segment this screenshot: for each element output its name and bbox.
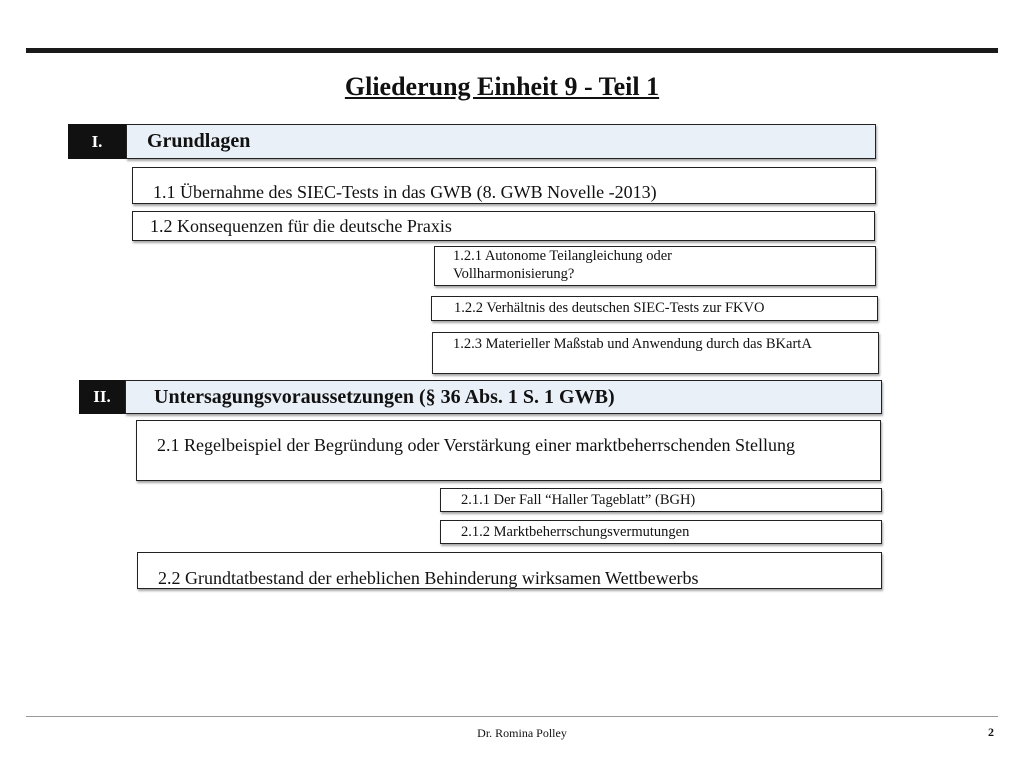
item-2-2: 2.2 Grundtatbestand der erheblichen Behinderung wirksamen Wettbewerbs (137, 552, 882, 589)
top-rule (26, 48, 998, 53)
item-1-2-2: 1.2.2 Verhältnis des deutschen SIEC-Tests zur FKVO (431, 296, 878, 321)
item-1-2: 1.2 Konsequenzen für die deutsche Praxis (132, 211, 875, 241)
footer-author: Dr. Romina Polley (477, 726, 567, 740)
page-number: 2 (988, 725, 994, 739)
item-2-1-1: 2.1.1 Der Fall “Haller Tageblatt” (BGH) (440, 488, 882, 512)
section-1-label: Grundlagen (147, 130, 251, 152)
item-1-1: 1.1 Übernahme des SIEC-Tests in das GWB (8. GWB Novelle -2013) (132, 167, 876, 204)
slide-title: Gliederung Einheit 9 - Teil 1 (344, 72, 660, 101)
section-2-label: Untersagungsvoraussetzungen (§ 36 Abs. 1 S. 1 GWB) (154, 386, 615, 408)
item-1-2-1: 1.2.1 Autonome Teilangleichung oder Vollharmonisierung? (434, 246, 876, 286)
section-2-box (125, 380, 882, 414)
item-2-1: 2.1 Regelbeispiel der Begründung oder Verstärkung einer marktbeherrschenden Stellung (136, 420, 881, 481)
section-2-number: II. (79, 380, 125, 414)
item-1-2-3: 1.2.3 Materieller Maßstab und Anwendung durch das BKartA (432, 332, 879, 374)
footer-rule (26, 716, 998, 717)
section-1-number: I. (68, 124, 126, 159)
section-1-box (126, 124, 876, 159)
item-2-1-2: 2.1.2 Marktbeherrschungsvermutungen (440, 520, 882, 544)
